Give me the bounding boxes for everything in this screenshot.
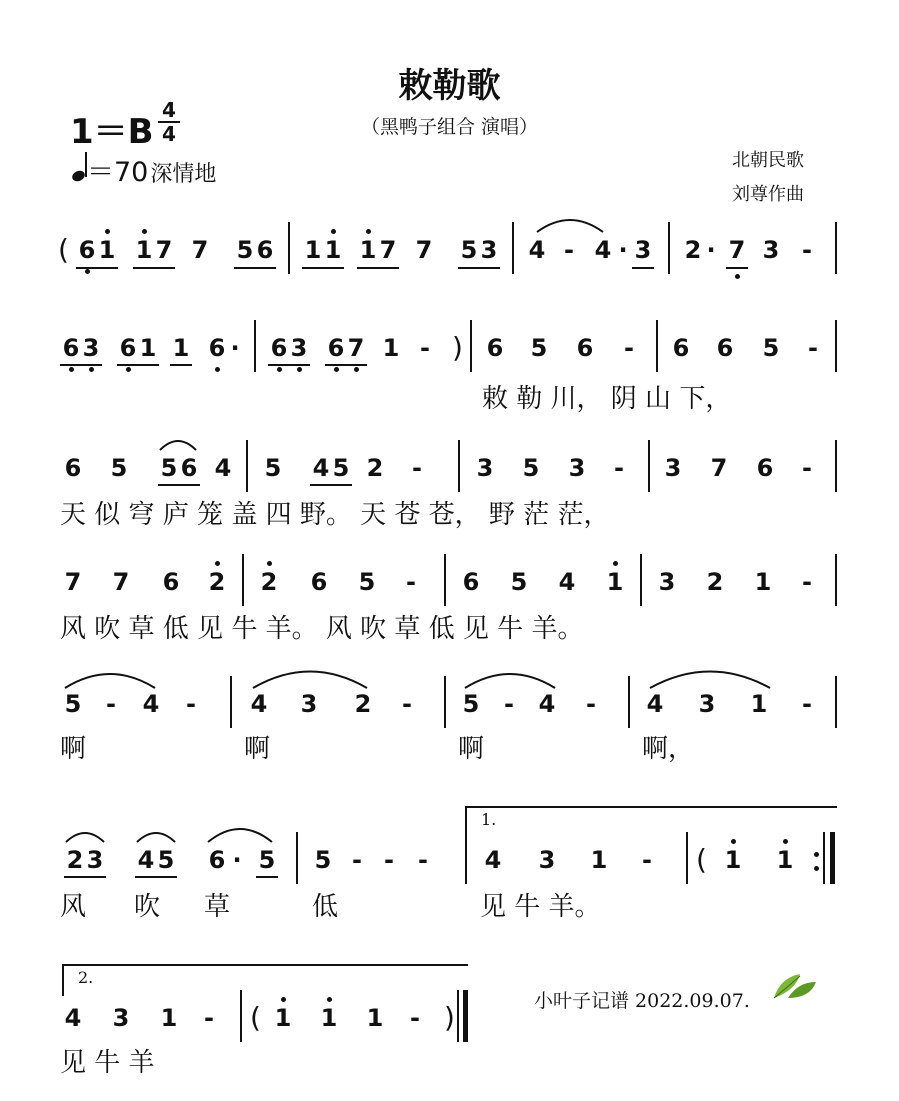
bar-line <box>512 222 514 274</box>
jianpu-note: · <box>706 236 716 264</box>
jianpu-note: 1 <box>722 846 744 874</box>
beam-underline <box>632 267 654 269</box>
beam-underline <box>458 267 500 269</box>
bar-line <box>458 440 460 492</box>
lyric-ah-1: 啊 <box>60 734 87 764</box>
jianpu-note: 3 <box>300 690 318 718</box>
jianpu-note: 1 <box>774 846 796 874</box>
jianpu-note: 3 <box>634 236 652 264</box>
jianpu-note: 7 <box>64 568 82 596</box>
bar-line <box>470 320 472 372</box>
lyrics-line-4: 风 吹 草 低 见 牛 羊。 风 吹 草 低 见 牛 羊。 <box>60 614 584 644</box>
jianpu-note: 6 <box>756 454 774 482</box>
jianpu-note: 5 <box>358 568 376 596</box>
leaf-icon <box>770 968 818 1008</box>
bar-line <box>628 676 630 728</box>
beam-underline <box>357 267 399 269</box>
lyricist-credit: 北朝民歌 <box>732 150 804 171</box>
song-title: 敕勒歌 <box>398 66 501 106</box>
bar-line <box>823 832 825 884</box>
jianpu-note: 4 <box>250 690 268 718</box>
jianpu-note: 1 <box>754 568 772 596</box>
jianpu-note: 6 <box>208 846 226 874</box>
jianpu-note: 4 <box>214 454 232 482</box>
time-signature: 4 4 <box>158 100 180 144</box>
jianpu-note: - <box>410 1004 420 1032</box>
key-signature: 1＝B <box>70 112 154 152</box>
lyrics-line-3: 天 似 穹 庐 笼 盖 四 野。 天 苍 苍， 野 茫 茫， <box>60 500 610 530</box>
jianpu-note: - <box>402 690 412 718</box>
bar-line <box>835 676 837 728</box>
jianpu-note: - <box>504 690 514 718</box>
jianpu-note: 4 <box>646 690 664 718</box>
beam-underline <box>256 876 278 878</box>
jianpu-note: - <box>420 334 430 362</box>
lyrics-line-7: 见 牛 羊 <box>60 1048 155 1078</box>
jianpu-note: 7 <box>112 568 130 596</box>
bar-line <box>230 676 232 728</box>
bar-line <box>242 554 244 606</box>
jianpu-note: 1 <box>172 334 190 362</box>
jianpu-note: 7 <box>345 334 367 362</box>
jianpu-note: 6 <box>268 334 290 362</box>
jianpu-note: 4 <box>312 454 330 482</box>
jianpu-note: 7 <box>379 236 397 264</box>
jianpu-note: - <box>802 568 812 596</box>
jianpu-note: 3 <box>698 690 716 718</box>
bar-line <box>246 440 248 492</box>
jianpu-note: 1 <box>590 846 608 874</box>
jianpu-note: 7 <box>726 236 748 264</box>
parenthesis: ( <box>58 233 69 266</box>
jianpu-note: 1 <box>604 568 626 596</box>
lyric-ah-4: 啊， <box>642 734 695 764</box>
performer-subtitle: （黑鸭子组合 演唱） <box>360 116 539 138</box>
parenthesis: ) <box>444 1001 455 1034</box>
beam-underline <box>268 364 310 366</box>
jianpu-note: 1 <box>272 1004 294 1032</box>
beam-underline <box>310 484 352 486</box>
jianpu-note: 2 <box>366 454 384 482</box>
jianpu-note: 6 <box>462 568 480 596</box>
jianpu-note: 3 <box>538 846 556 874</box>
jianpu-note: 6 <box>162 568 180 596</box>
jianpu-note: 5 <box>64 690 82 718</box>
bar-line <box>656 320 658 372</box>
jianpu-note: 7 <box>191 236 209 264</box>
jianpu-note: 5 <box>522 454 540 482</box>
beam-underline <box>302 267 344 269</box>
bar-line <box>288 222 290 274</box>
beam-underline <box>234 267 276 269</box>
bar-line <box>648 440 650 492</box>
jianpu-note: 6 <box>325 334 347 362</box>
jianpu-note: 6 <box>672 334 690 362</box>
jianpu-note: 2 <box>684 236 702 264</box>
jianpu-note: - <box>802 690 812 718</box>
bar-line <box>457 990 459 1042</box>
beam-underline <box>325 364 367 366</box>
jianpu-note: 7 <box>155 236 173 264</box>
jianpu-note: 5 <box>110 454 128 482</box>
jianpu-note: 2 <box>66 846 84 874</box>
jianpu-note: 3 <box>664 454 682 482</box>
bar-line <box>835 554 837 606</box>
beam-underline <box>170 364 192 366</box>
jianpu-note: 4 <box>137 846 155 874</box>
jianpu-note: - <box>418 846 428 874</box>
jianpu-note: 5 <box>510 568 528 596</box>
jianpu-note: 3 <box>568 454 586 482</box>
jianpu-note: - <box>808 334 818 362</box>
jianpu-note: 4 <box>142 690 160 718</box>
first-ending-bracket: 1. <box>465 806 837 838</box>
jianpu-note: - <box>624 334 634 362</box>
bar-line <box>686 832 688 884</box>
bar-line <box>463 990 468 1042</box>
jianpu-note: 1 <box>139 334 157 362</box>
bar-line <box>830 832 835 884</box>
jianpu-note: 6 <box>60 334 82 362</box>
jianpu-note: 5 <box>264 454 282 482</box>
jianpu-note: 2 <box>354 690 372 718</box>
lyric-ah-3: 啊 <box>458 734 485 764</box>
jianpu-note: - <box>802 454 812 482</box>
bar-line <box>296 832 298 884</box>
jianpu-note: - <box>802 236 812 264</box>
jianpu-note: 5 <box>236 236 254 264</box>
bar-line <box>444 554 446 606</box>
jianpu-note: 3 <box>80 334 102 362</box>
jianpu-note: - <box>642 846 652 874</box>
bar-line <box>240 990 242 1042</box>
lyric-ah-2: 啊 <box>244 734 271 764</box>
jianpu-note: 1 <box>160 1004 178 1032</box>
jianpu-note: 1 <box>750 690 768 718</box>
jianpu-note: 4 <box>594 236 612 264</box>
jianpu-note: - <box>412 454 422 482</box>
jianpu-note: - <box>586 690 596 718</box>
jianpu-note: - <box>186 690 196 718</box>
beam-underline <box>158 484 200 486</box>
jianpu-note: - <box>204 1004 214 1032</box>
beam-underline <box>726 267 748 269</box>
beam-underline <box>64 876 106 878</box>
jianpu-note: - <box>564 236 574 264</box>
jianpu-note: 1 <box>304 236 322 264</box>
lyric-cao: 草 <box>204 892 231 922</box>
jianpu-note: 6 <box>64 454 82 482</box>
jianpu-note: - <box>384 846 394 874</box>
jianpu-note: 2 <box>258 568 280 596</box>
beam-underline <box>135 876 177 878</box>
lyrics-line-2: 敕 勒 川， 阴 山 下， <box>482 384 732 414</box>
jianpu-note: 7 <box>415 236 433 264</box>
jianpu-note: 3 <box>288 334 310 362</box>
bar-line <box>254 320 256 372</box>
beam-underline <box>76 267 118 269</box>
jianpu-note: 6 <box>716 334 734 362</box>
lyric-jian-niu-yang: 见 牛 羊。 <box>480 892 601 922</box>
jianpu-note: 6 <box>206 334 228 362</box>
composer-credit: 刘尊作曲 <box>732 184 804 205</box>
jianpu-note: 3 <box>762 236 780 264</box>
jianpu-note: - <box>352 846 362 874</box>
jianpu-note: 6 <box>576 334 594 362</box>
jianpu-note: 5 <box>762 334 780 362</box>
jianpu-note: 3 <box>476 454 494 482</box>
jianpu-note: 3 <box>658 568 676 596</box>
lyric-feng: 风 <box>60 892 87 922</box>
jianpu-note: · <box>232 846 242 874</box>
jianpu-note: 4 <box>538 690 556 718</box>
jianpu-note: 5 <box>160 454 178 482</box>
beam-underline <box>117 364 159 366</box>
jianpu-note: 5 <box>462 690 480 718</box>
jianpu-note: 5 <box>314 846 332 874</box>
bar-line <box>668 222 670 274</box>
bar-line <box>465 832 467 884</box>
second-ending-bracket: 2. <box>62 964 468 996</box>
jianpu-note: - <box>106 690 116 718</box>
jianpu-note: 1 <box>133 236 155 264</box>
jianpu-note: 6 <box>256 236 274 264</box>
beam-underline <box>60 364 102 366</box>
tempo-marking: ＝70深情地 <box>72 150 216 189</box>
bar-line <box>640 554 642 606</box>
jianpu-note: 6 <box>180 454 198 482</box>
jianpu-note: 3 <box>480 236 498 264</box>
jianpu-note: 5 <box>157 846 175 874</box>
bar-line <box>835 320 837 372</box>
jianpu-note: 7 <box>710 454 728 482</box>
jianpu-note: 4 <box>64 1004 82 1032</box>
jianpu-note: 1 <box>382 334 400 362</box>
jianpu-note: 5 <box>530 334 548 362</box>
jianpu-note: 3 <box>112 1004 130 1032</box>
bar-line <box>835 440 837 492</box>
lyric-chui: 吹 <box>134 892 161 922</box>
jianpu-note: 1 <box>322 236 344 264</box>
repeat-dot <box>814 852 819 857</box>
jianpu-note: 1 <box>318 1004 340 1032</box>
jianpu-note: 4 <box>528 236 546 264</box>
jianpu-note: 6 <box>310 568 328 596</box>
repeat-dot <box>814 866 819 871</box>
parenthesis: ( <box>696 843 707 876</box>
jianpu-note: 3 <box>86 846 104 874</box>
jianpu-note: 5 <box>460 236 478 264</box>
parenthesis: ( <box>250 1001 261 1034</box>
jianpu-note: 2 <box>206 568 228 596</box>
jianpu-note: - <box>614 454 624 482</box>
jianpu-note: 6 <box>117 334 139 362</box>
parenthesis: ) <box>452 331 463 364</box>
jianpu-note: · <box>618 236 628 264</box>
jianpu-note: 6 <box>486 334 504 362</box>
jianpu-note: - <box>406 568 416 596</box>
jianpu-note: 1 <box>366 1004 384 1032</box>
jianpu-note: 1 <box>96 236 118 264</box>
jianpu-note: 1 <box>357 236 379 264</box>
jianpu-note: 2 <box>706 568 724 596</box>
lyric-di: 低 <box>312 892 339 922</box>
jianpu-note: 5 <box>332 454 350 482</box>
bar-line <box>444 676 446 728</box>
jianpu-note: · <box>230 334 240 362</box>
transcriber-signature: 小叶子记谱 2022.09.07. <box>534 990 750 1012</box>
jianpu-note: 6 <box>76 236 98 264</box>
jianpu-note: 4 <box>558 568 576 596</box>
bar-line <box>835 222 837 274</box>
beam-underline <box>133 267 175 269</box>
jianpu-note: 5 <box>258 846 276 874</box>
jianpu-note: 4 <box>484 846 502 874</box>
